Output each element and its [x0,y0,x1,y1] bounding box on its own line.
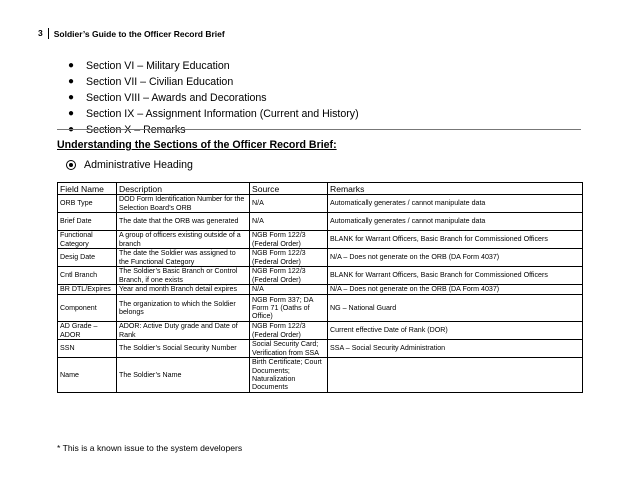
table-cell: Cntl Branch [58,267,117,285]
bullet-icon: ● [68,124,75,135]
list-item: ● Section VIII – Awards and Decorations [68,92,267,104]
table-cell: Automatically generates / cannot manipulate data [328,213,583,231]
section-list [68,58,359,138]
page-number: 3 [38,28,49,39]
table-cell: NG – National Guard [328,295,583,322]
table-cell: The organization to which the Soldier belongs [117,295,250,322]
table-row [58,195,583,213]
table-cell: SSN [58,340,117,358]
table-cell: Year and month Branch detail expires [117,285,250,295]
table-cell: NGB Form 122/3 (Federal Order) [250,322,328,340]
bullet-icon: ● [68,60,75,71]
table-cell: N/A [250,195,328,213]
table-cell: A group of officers existing outside of a branch [117,231,250,249]
table-cell: DOD Form Identification Number for the Selection Board’s ORB [117,195,250,213]
table-cell [328,358,583,393]
table-row [58,249,583,267]
list-item: ● Section IX – Assignment Information (Current and History) [68,108,359,120]
table-row [58,322,583,340]
list-item: ● Section X – Remarks [68,124,186,136]
table-header-row [58,183,583,195]
list-item: ● Section VI – Military Education [68,60,230,72]
table-cell: Functional Category [58,231,117,249]
table-cell: NGB Form 337; DA Form 71 (Oaths of Office) [250,295,328,322]
table-cell: Brief Date [58,213,117,231]
table-cell: NGB Form 122/3 (Federal Order) [250,231,328,249]
column-header: Description [117,183,250,195]
table-cell: The Soldier’s Basic Branch or Control Branch, if one exists [117,267,250,285]
table-cell: SSA – Social Security Administration [328,340,583,358]
list-item: ● Section VII – Civilian Education [68,76,234,88]
radio-bullet-icon [66,160,76,170]
table-cell: N/A [250,285,328,295]
table-cell: NGB Form 122/3 (Federal Order) [250,267,328,285]
table-row [58,267,583,285]
table-cell: ADOR: Active Duty grade and Date of Rank [117,322,250,340]
table-cell: N/A – Does not generate on the ORB (DA Form 4037) [328,285,583,295]
table-cell: ORB Type [58,195,117,213]
table-cell: Automatically generates / cannot manipulate data [328,195,583,213]
table-cell: Desig Date [58,249,117,267]
table-cell: The Soldier’s Name [117,358,250,393]
table-row [58,358,583,393]
table-cell: The Soldier’s Social Security Number [117,340,250,358]
document-title: Soldier’s Guide to the Officer Record Brief [53,28,225,39]
bullet-icon: ● [68,108,75,119]
table-cell: Birth Certificate; Court Documents; Naturalization Documents [250,358,328,393]
table-cell: BLANK for Warrant Officers, Basic Branch for Commissioned Officers [328,231,583,249]
column-header: Source [250,183,328,195]
column-header: Field Name [58,183,117,195]
table-cell: Component [58,295,117,322]
table-row [58,340,583,358]
field-table [57,182,583,393]
table-cell: The date the Soldier was assigned to the Functional Category [117,249,250,267]
column-header: Remarks [328,183,583,195]
table-cell: N/A – Does not generate on the ORB (DA Form 4037) [328,249,583,267]
table-cell: Social Security Card; Verification from SSA [250,340,328,358]
section-subheading: Understanding the Sections of the Officer Record Brief: [57,139,337,151]
table-cell: NGB Form 122/3 (Federal Order) [250,249,328,267]
page-header [38,28,225,39]
admin-heading-item [66,159,193,171]
table-cell: The date that the ORB was generated [117,213,250,231]
table-row [58,213,583,231]
bullet-icon: ● [68,76,75,87]
table-row [58,231,583,249]
table-cell: N/A [250,213,328,231]
horizontal-divider [57,129,581,130]
table-cell: BLANK for Warrant Officers, Basic Branch for Commissioned Officers [328,267,583,285]
bullet-icon: ● [68,92,75,103]
table-row [58,285,583,295]
table-cell: BR DTL/Expires [58,285,117,295]
table-row [58,295,583,322]
table-cell: Current effective Date of Rank (DOR) [328,322,583,340]
footnote: * This is a known issue to the system developers [57,443,243,453]
table-cell: Name [58,358,117,393]
table-cell: AD Grade – ADOR [58,322,117,340]
admin-heading-label: Administrative Heading [84,159,193,171]
